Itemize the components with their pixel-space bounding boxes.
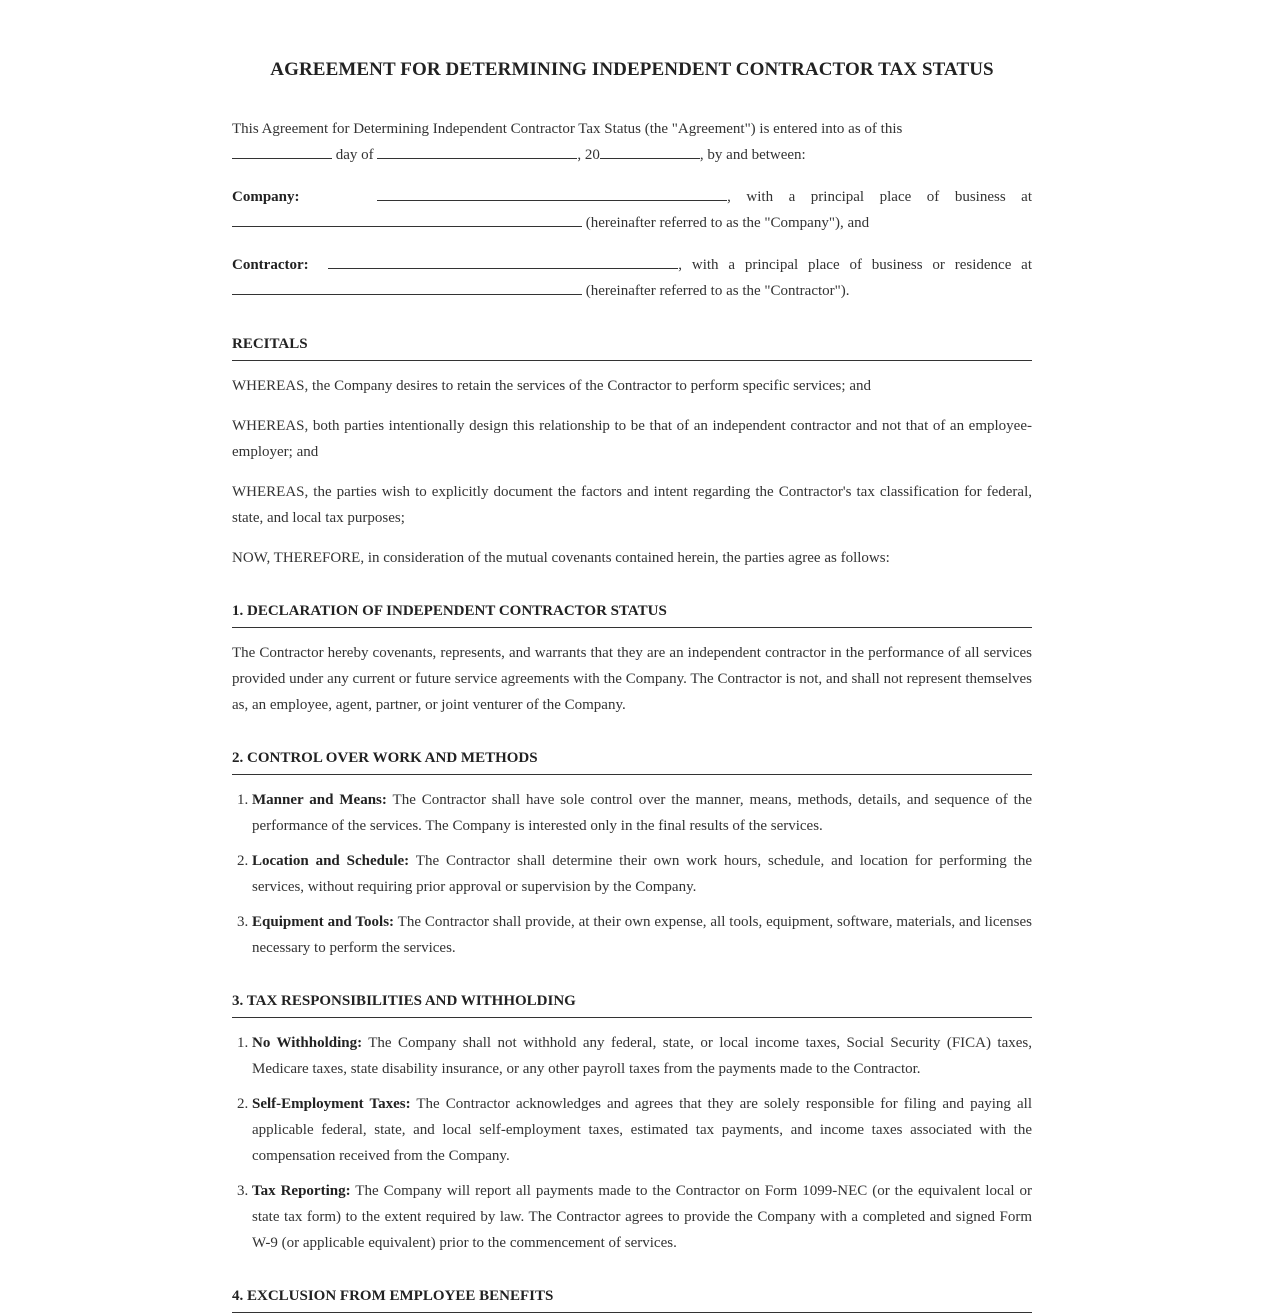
recital-4: NOW, THEREFORE, in consideration of the mutual covenants contained herein, the parties agree as follows: (232, 550, 890, 566)
recital-1: WHEREAS, the Company desires to retain the services of the Contractor to perform specific services; and (232, 378, 871, 394)
contractor-label: Contractor: (232, 257, 309, 273)
contractor-paragraph (232, 252, 1032, 304)
section-2-list (232, 787, 1032, 961)
section-3-list (232, 1030, 1032, 1256)
year-blank[interactable] (600, 144, 700, 159)
section-4 (232, 1286, 1032, 1313)
recitals-heading: RECITALS (232, 334, 1032, 361)
document-page (232, 0, 1032, 1313)
recitals-section (232, 334, 1032, 571)
list-item-term: Self-Employment Taxes: (252, 1096, 411, 1112)
section-3 (232, 991, 1032, 1256)
section-2 (232, 748, 1032, 961)
section-3-heading: 3. TAX RESPONSIBILITIES AND WITHHOLDING (232, 991, 1032, 1018)
list-item (252, 787, 1032, 839)
list-item-term: No Withholding: (252, 1035, 363, 1051)
contractor-name-blank[interactable] (328, 254, 678, 269)
section-1-body: The Contractor hereby covenants, represents, and warrants that they are an independent contractor in the performance of all services provided under any current or future service agreements with the Company. The Contractor is not, and shall not represent themselves as, an employee, agent, partner, or joint venturer of the Company. (232, 645, 1032, 713)
recital-2: WHEREAS, both parties intentionally design this relationship to be that of an independent contractor and not that of an employee-employer; and (232, 418, 1032, 460)
section-1 (232, 601, 1032, 718)
list-item-text: The Contractor shall determine their own work hours, schedule, and location for performing the services, without requiring prior approval or supervision by the Company. (252, 853, 1033, 895)
year-prefix-text: , 20 (577, 147, 600, 163)
company-paragraph (232, 184, 1032, 236)
intro-text: This Agreement for Determining Independent Contractor Tax Status (the "Agreement") is entered into as of this (232, 121, 903, 137)
company-text-b: (hereinafter referred to as the "Company"), and (582, 215, 870, 231)
contractor-text-a: , with a principal place of business or residence at (678, 257, 1033, 273)
day-of-text: day of (332, 147, 378, 163)
list-item-text: The Company shall not withhold any federal, state, or local income taxes, Social Security (FICA) taxes, Medicare taxes, state disability insurance, or any other payroll taxes from the payments made to the Contractor. (252, 1035, 1033, 1077)
day-blank[interactable] (232, 144, 332, 159)
list-item (252, 1091, 1032, 1169)
contractor-text-b: (hereinafter referred to as the "Contractor"). (582, 283, 850, 299)
section-1-heading: 1. DECLARATION OF INDEPENDENT CONTRACTOR STATUS (232, 601, 1032, 628)
company-address-blank[interactable] (232, 212, 582, 227)
section-2-heading: 2. CONTROL OVER WORK AND METHODS (232, 748, 1032, 775)
company-name-blank[interactable] (377, 186, 727, 201)
section-4-heading: 4. EXCLUSION FROM EMPLOYEE BENEFITS (232, 1286, 1032, 1313)
list-item-term: Equipment and Tools: (252, 914, 395, 930)
company-text-a: , with a principal place of business at (727, 189, 1033, 205)
list-item (252, 848, 1032, 900)
list-item-term: Manner and Means: (252, 792, 387, 808)
list-item-text: The Contractor acknowledges and agrees that they are solely responsible for filing and paying all applicable federal, state, and local self-employment taxes, estimated tax payments, and income taxes associated with the compensation received from the Company. (252, 1096, 1032, 1164)
list-item (252, 1030, 1032, 1082)
company-label: Company: (232, 189, 300, 205)
list-item-text: The Company will report all payments made to the Contractor on Form 1099-NEC (or the equivalent local or state tax form) to the extent required by law. The Contractor agrees to provide the Company with a completed and signed Form W-9 (or applicable equivalent) prior to the commencement of services. (252, 1183, 1032, 1251)
list-item-text: The Contractor shall provide, at their own expense, all tools, equipment, software, materials, and licenses necessary to perform the services. (252, 914, 1033, 956)
month-blank[interactable] (377, 144, 577, 159)
intro-paragraph (232, 116, 1032, 168)
by-and-between-text: , by and between: (699, 147, 806, 163)
list-item-term: Location and Schedule: (252, 853, 410, 869)
list-item (252, 1178, 1032, 1256)
list-item (252, 909, 1032, 961)
recital-3: WHEREAS, the parties wish to explicitly document the factors and intent regarding the Contractor's tax classification for federal, state, and local tax purposes; (232, 484, 1032, 526)
document-title: AGREEMENT FOR DETERMINING INDEPENDENT CONTRACTOR TAX STATUS (270, 59, 994, 80)
list-item-term: Tax Reporting: (252, 1183, 351, 1199)
list-item-text: The Contractor shall have sole control over the manner, means, methods, details, and sequence of the performance of the services. The Company is interested only in the final results of the services. (252, 792, 1033, 834)
contractor-address-blank[interactable] (232, 280, 582, 295)
